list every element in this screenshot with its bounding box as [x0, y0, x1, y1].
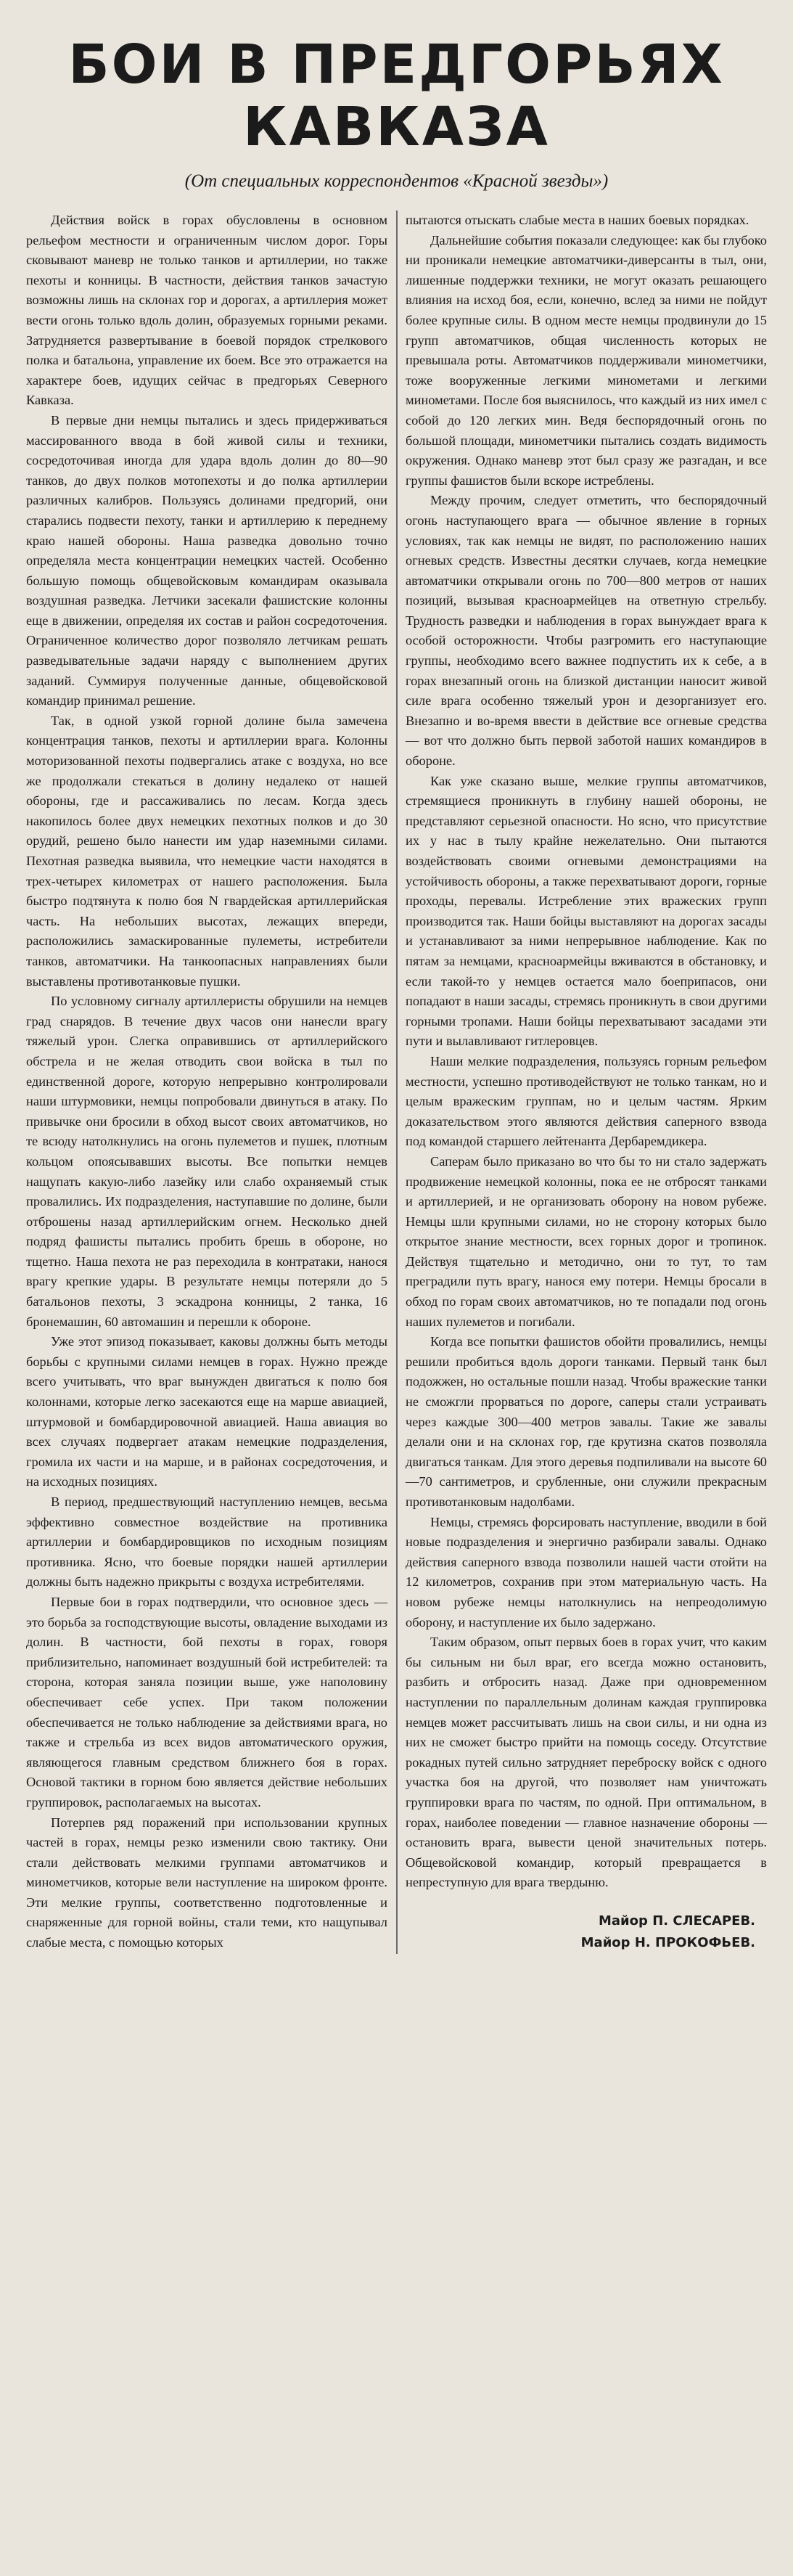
- article-body: [26, 210, 767, 1954]
- headline-line-2: КАВКАЗА: [243, 96, 550, 158]
- paragraph: Дальнейшие события показали следующее: как бы глубоко ни проникали немецкие автоматчики-диверсанты в тыл, они, лишенные поддержки техники, не могут оказать решающего влияния на исход боя, если, конечно, вслед за ними не пойдут более крупные силы. В одном месте немцы продвинули до 15 групп автоматчиков, общая численность которых не превышала роты. Автоматчиков поддерживали минометчики, тоже вооруженные легкими минометами и легкими минометами. После боя выяснилось, что каждый из них имел с собой до 120 легких мин. Ведя беспорядочный огонь по большой площади, минометчики пытались создать видимость окружения. Однако маневр этот был сразу же разгадан, и все группы фашистов были вскоре истреблены.: [406, 232, 767, 488]
- paragraph: Действия войск в горах обусловлены в основном рельефом местности и ограниченным числом дорог. Горы сковывают маневр не только танков и артиллерии, но также пехоты и конницы. В частности, действия танков зачастую возможны лишь на склонах гор и дорогах, а артиллерия может вести огонь только вдоль долин, образуемых горными реками. Затрудняется развертывание в боевой порядок стрелкового полка и батальона, управление их боем. Все это отражается на характере боев, идущих сейчас в предгорьях Северного Кавказа.: [26, 213, 387, 408]
- paragraph: Когда все попытки фашистов обойти провалились, немцы решили пробиться вдоль дороги танками. Первый танк был подожжен, но остальные пошли назад. Чтобы вражеские танки не сможгли прорваться по дороге, саперы стали устраивать через каждые 300—400 метров завалы. Такие же завалы делали они и на склонах гор, где крутизна скатов позволяла двигаться танкам. Для этого деревья подпиливали на высоте 60—70 сантиметров, и срубленные, они служили прекрасным противотанковым надолбами.: [406, 1334, 767, 1509]
- author-signatures: [406, 1910, 767, 1954]
- paragraph: Уже этот эпизод показывает, каковы должны быть методы борьбы с крупными силами немцев в горах. Нужно прежде всего учитывать, что враг вынужден двигаться к полю боя колоннами, которые легко засекаются еще на марше авиацией, штурмовой и бомбардировочной авиацией. Наша авиация во всех случаях подвергает атакам немецкие подразделения, громила их части и на марше, и в районах сосредоточения, и на исходных позициях.: [26, 1334, 387, 1489]
- paragraph: Так, в одной узкой горной долине была замечена концентрация танков, пехоты и артиллерии врага. Колонны моторизованной пехоты подвергались атаке с воздуха, но все же продолжали стекаться в долину недалеко от нашей обороны, где и рассаживались по лесам. Когда здесь накопилось более двух немецких пехотных полков и до 30 орудий, решено было нанести им удар наземными силами. Пехотная разведка выявила, что немецкие части находятся в трех-четырех километрах от нашего расположения. Была быстро подтянута к полю боя N гвардейская артиллерийская часть. На небольших высотах, лежащих впереди, расположились замаскированные пулеметы, истребители танков, автоматчики. На танкоопасных направлениях были выставлены противотанковые пушки.: [26, 713, 387, 989]
- paragraph: По условному сигналу артиллеристы обрушили на немцев град снарядов. В течение двух часов они нанесли врагу тяжелый урон. Слегка оправившись от артиллерийского обстрела и не желая отводить свои войска в тыл по единственной дороге, которую непрерывно контролировали наши штурмовики, немцы попробовали двинуться в атаку. По привычке они бросили в обход высот своих автоматчиков, но те всюду натолкнулись на огонь пулеметов и пушек, плотным кольцом опоясывавших высоты. Все попытки немцев нащупать какую-либо лазейку или слабо охраняемый стык провалились. Их подразделения, наступавшие по долине, были отброшены назад артиллерийским огнем. Несколько дней подряд фашисты пытались пробить брешь в обороне, но тщетно. Наша пехота не раз переходила в контратаки, нанося врагу крепкие удары. В результате немцы потеряли до 5 батальонов пехоты, 3 эскадрона конницы, 2 танка, 16 бронемашин, 60 автомашин и перешли к обороне.: [26, 994, 387, 1329]
- column-left: [26, 210, 387, 1954]
- headline-line-1: БОИ В ПРЕДГОРЬЯХ: [68, 33, 725, 96]
- paragraph: Как уже сказано выше, мелкие группы автоматчиков, стремящиеся проникнуть в глубину нашей обороны, не представляют серьезной опасности. Но ясно, что присутствие их у нас в тылу крайне нежелательно. Они пытаются воздействовать своими огневыми демонстрациями на устойчивость обороны, а также перехватывают дороги, горные проходы, перевалы. Истребление этих вражеских групп производится так. Наши бойцы выставляют на дорогах засады и устанавливают за ними непрерывное наблюдение. Как по пятам за немцами, красноармейцы вживаются в обстановку, и если такой-то у немцев остается мало боеприпасов, они попадают в наши засады, стремясь проникнуть в свои другими горными тропами. Наши бойцы перехватывают засадами эти пути и вылавливают гитлеровцев.: [406, 773, 767, 1049]
- paragraph: Таким образом, опыт первых боев в горах учит, что каким бы сильным ни был враг, его всегда можно остановить, разбить и отбросить назад. Даже при одновременном наступлении по параллельным долинам каждая группировка немцев может рассчитывать лишь на свои силы, и ни одна из них не сможет быстро прийти на помощь соседу. Отсутствие рокадных путей сильно затрудняет переброску войск с одного участка боя на другой, что позволяет нам уничтожать группировки врага по частям, по одной. При оптимальном, в горах, наиболее поведении — главное назначение обороны — остановить врага, вывести ценой значительных потерь. Общевойсковой командир, который превращается в непреступную для врага твердыню.: [406, 1635, 767, 1890]
- column-right: [406, 210, 767, 1954]
- paragraph: Саперам было приказано во что бы то ни стало задержать продвижение немецкой колонны, пока ее не отбросят танками и артиллерией, и не организовать оборону на новом рубеже. Немцы шли крупными силами, но не сторону которых было открытое знание местности, всех горных дорог и тропинок. Действуя тщательно и методично, они то тут, то там преградили путь врагу, нанося ему потери. Немцы бросали в обход по горам своих автоматчиков, но те попадали под огонь наших пулеметов и погибали.: [406, 1153, 767, 1329]
- paragraph: пытаются отыскать слабые места в наших боевых порядках.: [406, 213, 749, 227]
- article-byline: (От специальных корреспондентов «Красной звезды»): [184, 171, 609, 191]
- paragraph: Между прочим, следует отметить, что беспорядочный огонь наступающего врага — обычное явление в горных условиях, так как немцы не видят, по расположению наших огневых средств. Известны десятки случаев, когда немецкие автоматчики открывали огонь по 700—800 метров от наших позиций, вызывая красноармейцев на ответную стрельбу. Трудность разведки и наблюдения в горах вынуждает врага к особой осторожности. Чтобы разгромить его наступающие группы, необходимо всего важнее подпустить их к себе, а в горах внезапный огонь на близкой дистанции наносит живой силе врага особенно тяжелый урон и дезорганизует его. Внезапно и во-время ввести в действие все огневые средства — вот что должно быть первой заботой наших командиров в обороне.: [406, 493, 767, 769]
- paragraph: В первые дни немцы пытались и здесь придерживаться массированного ввода в бой живой силы и техники, сосредоточивая иногда для удара вдоль долин до 80—90 танков, до двух полков мотопехоты и до полка артиллерии различных калибров. Пользуясь долинами предгорий, они старались подвести пехоту, танки и артиллерию к переднему краю нашей обороны. Наша разведка довольно точно определяла места концентрации немецких частей. Особенно большую помощь общевойсковым командирам оказывала воздушная разведка. Летчики засекали фашистские колонны еще в движении, определяя их состав и район сосредоточения. Ограниченное количество дорог позволяло летчикам решать разведывательные задачи наряду с выполнением других заданий. Суммируя полученные данные, общевойсковой командир принимал решение.: [26, 412, 387, 708]
- article-headline: [26, 33, 767, 158]
- paragraph: Потерпев ряд поражений при использовании крупных частей в горах, немцы резко изменили свою тактику. Они стали действовать мелкими группами автоматчиков и минометчиков, которые вели наступление на широком фронте. Эти мелкие группы, соответственно подготовленные и снаряженные для горной войны, стали теми, кто нащупывал слабые места, с помощью которых: [26, 1815, 387, 1950]
- signature-2: Майор Н. ПРОКОФЬЕВ.: [580, 1934, 755, 1950]
- paragraph: Наши мелкие подразделения, пользуясь горным рельефом местности, успешно противодействуют не только танкам, но и целым вражеским группам, но и целым частям. Ярким доказательством этого являются действия саперного взвода под командой старшего лейтенанта Дербаремдикера.: [406, 1053, 767, 1149]
- paragraph: Первые бои в горах подтвердили, что основное здесь — это борьба за господствующие высоты, овладение выходами из долин. В частности, бой пехоты в горах, говоря приблизительно, напоминает воздушный бой истребителей: та сторона, которая заняла позиции выше, уже наполовину обеспечивает себе успех. При таком положении обеспечивается не только наблюдение за действиями врага, но также и стрельба из всех видов автоматического оружия, являющегося главным средством ближнего боя в горах. Основой тактики в горном бою является действие небольших группировок, располагаемых на высотах.: [26, 1594, 387, 1810]
- column-divider: [396, 210, 398, 1954]
- signature-1: Майор П. СЛЕСАРЕВ.: [599, 1913, 755, 1929]
- paragraph: Немцы, стремясь форсировать наступление, вводили в бой новые подразделения и энергично разбирали завалы. Однако действия саперного взвода позволили нашей части отойти на 12 километров, сохранив при этом материальную часть. На новом рубеже немцы натолкнулись на непреодолимую оборону, и наступление их было задержано.: [406, 1514, 767, 1630]
- paragraph: В период, предшествующий наступлению немцев, весьма эффективно совместное воздействие на противника артиллерии и бомбардировщиков по исходным позициям противника. Ясно, что боевые порядки нашей артиллерии должны быть надежно прикрыты с воздуха истребителями.: [26, 1495, 387, 1590]
